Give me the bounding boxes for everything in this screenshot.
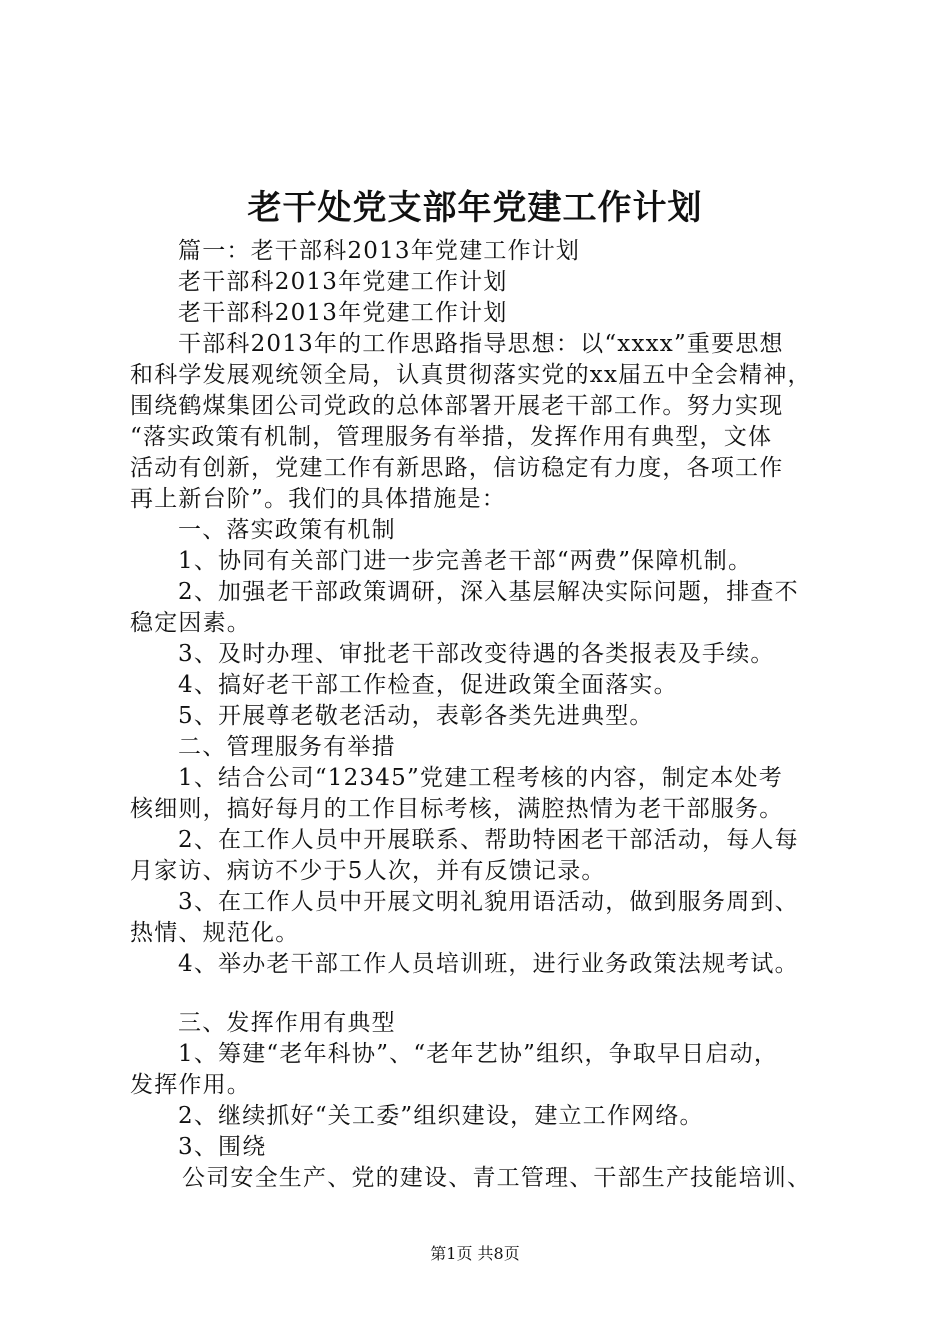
section-heading: 二、管理服务有举措 [178, 734, 396, 760]
section-heading: 一、落实政策有机制 [178, 517, 396, 543]
text-line: 核细则，搞好每月的工作目标考核，满腔热情为老干部服务。 [130, 796, 784, 822]
text-line: 4、举办老干部工作人员培训班，进行业务政策法规考试。 [178, 951, 799, 977]
text-line: 2、加强老干部政策调研，深入基层解决实际问题，排查不 [178, 579, 799, 605]
section-heading: 三、发挥作用有典型 [178, 1010, 396, 1036]
text-line: 4、搞好老干部工作检查，促进政策全面落实。 [178, 672, 678, 698]
text-line: 1、筹建“老年科协”、“老年艺协”组织，争取早日启动， [178, 1041, 779, 1067]
text-line: 老干部科2013年党建工作计划 [178, 300, 508, 326]
text-line: 3、围绕 [178, 1134, 267, 1160]
text-line: 稳定因素。 [130, 610, 251, 636]
text-line: 再上新台阶”。我们的具体措施是： [130, 486, 506, 512]
text-line: 月家访、病访不少于5人次，并有反馈记录。 [130, 858, 606, 884]
text-line: 和科学发展观统领全局，认真贯彻落实党的xx届五中全会精神， [130, 362, 812, 388]
text-line: 2、继续抓好“关工委”组织建设，建立工作网络。 [178, 1103, 704, 1129]
text-line: 1、结合公司“12345”党建工程考核的内容，制定本处考 [178, 765, 783, 791]
text-line: 3、及时办理、审批老干部改变待遇的各类报表及手续。 [178, 641, 775, 667]
text-line: 5、开展尊老敬老活动，表彰各类先进典型。 [178, 703, 654, 729]
text-line: “落实政策有机制，管理服务有举措，发挥作用有典型，文体 [130, 424, 773, 450]
text-line: 3、在工作人员中开展文明礼貌用语活动，做到服务周到、 [178, 889, 799, 915]
text-line: 干部科2013年的工作思路指导思想：以“xxxx”重要思想 [178, 331, 784, 357]
text-line: 2、在工作人员中开展联系、帮助特困老干部活动，每人每 [178, 827, 799, 853]
text-line: 发挥作用。 [130, 1072, 251, 1098]
document-title: 老干处党支部年党建工作计划 [247, 188, 703, 228]
text-line: 围绕鹤煤集团公司党政的总体部署开展老干部工作。努力实现 [130, 393, 784, 419]
text-line: 热情、规范化。 [130, 920, 300, 946]
text-line: 篇一：老干部科2013年党建工作计划 [178, 238, 581, 264]
text-line: 公司安全生产、党的建设、青工管理、干部生产技能培训、 [182, 1165, 812, 1191]
text-line: 1、协同有关部门进一步完善老干部“两费”保障机制。 [178, 548, 753, 574]
text-line: 活动有创新，党建工作有新思路，信访稳定有力度，各项工作 [130, 455, 784, 481]
page-number-footer: 第1页 共8页 [430, 1244, 520, 1263]
text-line: 老干部科2013年党建工作计划 [178, 269, 508, 295]
